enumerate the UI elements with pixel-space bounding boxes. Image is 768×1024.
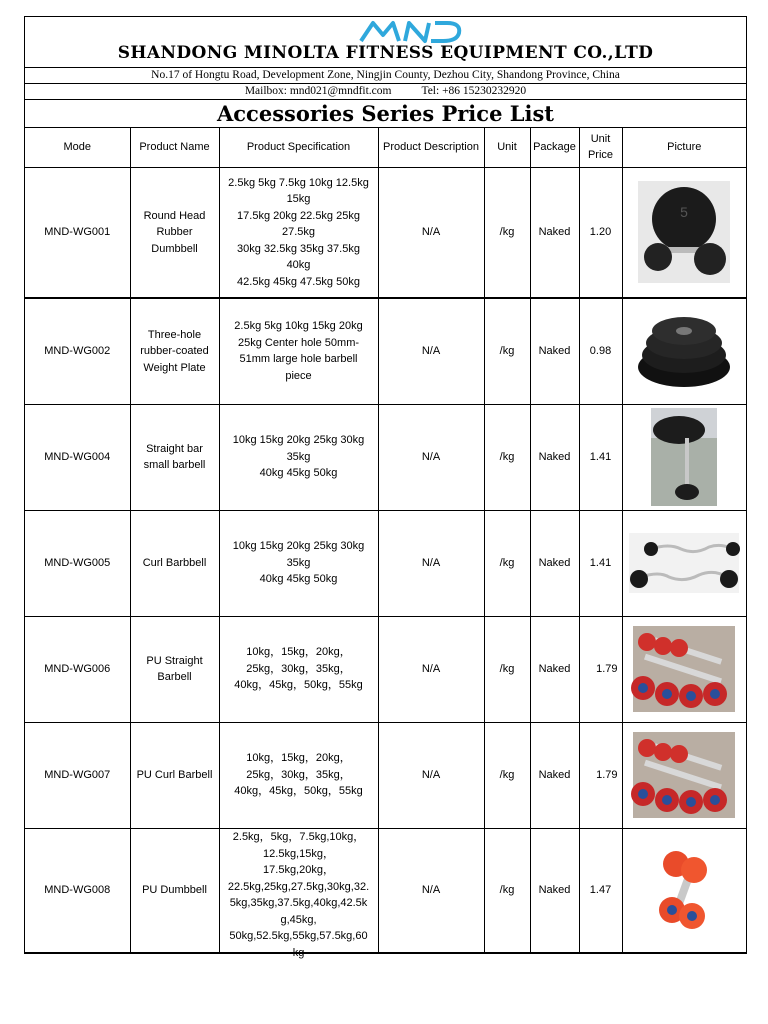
cell-mode: MND-WG007 (25, 722, 130, 828)
cell-desc: N/A (378, 828, 484, 952)
col-header-name: Product Name (130, 128, 219, 167)
cell-picture (622, 616, 746, 722)
cell-unit: /kg (484, 510, 530, 616)
cell-name: Curl Barbbell (130, 510, 219, 616)
cell-mode: MND-WG006 (25, 616, 130, 722)
col-header-package: Package (530, 128, 579, 167)
curl-barbell-photo (629, 533, 739, 593)
cell-unit: /kg (484, 404, 530, 510)
cell-package: Naked (530, 298, 579, 404)
cell-picture (622, 404, 746, 510)
mailbox-text: Mailbox: mnd021@mndfit.com (244, 85, 392, 97)
cell-package: Naked (530, 616, 579, 722)
pu-dumbbell-photo (654, 848, 714, 932)
cell-desc: N/A (378, 616, 484, 722)
table-row (25, 616, 746, 722)
cell-package: Naked (530, 510, 579, 616)
cell-spec: 2.5kg 5kg 7.5kg 10kg 12.5kg 15kg 17.5kg 20kg 22.5kg 25kg 27.5kg 30kg 32.5kg 35kg 37.5kg 40kg 42.5kg 45kg 47.5kg 50kg (219, 167, 378, 298)
table-row (25, 298, 746, 404)
cell-name: PU Curl Barbell (130, 722, 219, 828)
cell-name: Round Head Rubber Dumbbell (130, 167, 219, 298)
cell-price: 1.47 (579, 828, 622, 952)
cell-unit: /kg (484, 298, 530, 404)
cell-spec: 10kg 15kg 20kg 25kg 30kg 35kg 40kg 45kg 50kg (219, 404, 378, 510)
cell-mode: MND-WG002 (25, 298, 130, 404)
cell-picture (622, 510, 746, 616)
cell-desc: N/A (378, 167, 484, 298)
header-logo-row (25, 17, 746, 68)
table-row (25, 510, 746, 616)
pu-barbell-photo (633, 732, 735, 818)
table-row (25, 404, 746, 510)
cell-unit: /kg (484, 722, 530, 828)
cell-price: 1.41 (579, 404, 622, 510)
cell-package: Naked (530, 167, 579, 298)
cell-price: 1.79 (579, 722, 622, 828)
cell-mode: MND-WG005 (25, 510, 130, 616)
table-row (25, 722, 746, 828)
cell-unit: /kg (484, 828, 530, 952)
cell-price: 0.98 (579, 298, 622, 404)
cell-spec: 2.5kg，5kg，7.5kg,10kg， 12.5kg,15kg， 17.5kg,20kg， 22.5kg,25kg,27.5kg,30kg,32. 5kg,35kg,37.5kg,40kg,42.5k g,45kg, 50kg,52.5kg,55kg,57.5kg,60 kg (219, 828, 378, 952)
svg-text:5: 5 (680, 204, 689, 221)
table-row (25, 167, 746, 298)
straight-barbell-photo (651, 408, 717, 506)
col-header-price: Unit Price (579, 128, 622, 167)
price-list-sheet (24, 16, 747, 959)
cell-price: 1.20 (579, 167, 622, 298)
col-header-unit: Unit (484, 128, 530, 167)
col-header-mode: Mode (25, 128, 130, 167)
contact-line (25, 84, 746, 100)
cell-package: Naked (530, 722, 579, 828)
cell-picture (622, 298, 746, 404)
col-header-spec: Product Specification (219, 128, 378, 167)
cell-name: Straight bar small barbell (130, 404, 219, 510)
cell-mode: MND-WG004 (25, 404, 130, 510)
cell-price: 1.41 (579, 510, 622, 616)
cell-spec: 10kg 15kg 20kg 25kg 30kg 35kg 40kg 45kg 50kg (219, 510, 378, 616)
cell-name: Three-hole rubber-coated Weight Plate (130, 298, 219, 404)
cell-name: PU Straight Barbell (130, 616, 219, 722)
company-address: No.17 of Hongtu Road, Development Zone, Ningjin County, Dezhou City, Shandong Province, China (25, 68, 746, 84)
cell-picture (622, 722, 746, 828)
cell-mode: MND-WG001 (25, 167, 130, 298)
cell-desc: N/A (378, 404, 484, 510)
mnd-logo-icon (357, 19, 465, 45)
cell-desc: N/A (378, 298, 484, 404)
col-header-desc: Product Description (378, 128, 484, 167)
weight-plate-stack-photo (636, 309, 732, 393)
cell-unit: /kg (484, 167, 530, 298)
cell-picture (622, 828, 746, 952)
cell-price: 1.79 (579, 616, 622, 722)
cell-unit: /kg (484, 616, 530, 722)
page-title: Accessories Series Price List (25, 100, 746, 128)
cell-spec: 10kg，15kg，20kg， 25kg，30kg，35kg， 40kg，45kg，50kg，55kg (219, 722, 378, 828)
cell-desc: N/A (378, 722, 484, 828)
pu-barbell-photo (633, 626, 735, 712)
cell-package: Naked (530, 404, 579, 510)
telephone-text: Tel: +86 15230232920 (421, 85, 527, 97)
table-row (25, 828, 746, 952)
col-header-picture: Picture (622, 128, 746, 167)
cell-package: Naked (530, 828, 579, 952)
round-rubber-dumbbell-photo (638, 181, 730, 283)
company-name: SHANDONG MINOLTA FITNESS EQUIPMENT CO.,LTD (117, 43, 654, 63)
table-header-row (25, 128, 746, 167)
cell-picture (622, 167, 746, 298)
cell-mode: MND-WG008 (25, 828, 130, 952)
cell-spec: 2.5kg 5kg 10kg 15kg 20kg 25kg Center hole 50mm- 51mm large hole barbell piece (219, 298, 378, 404)
cell-name: PU Dumbbell (130, 828, 219, 952)
cell-spec: 10kg，15kg，20kg， 25kg，30kg，35kg， 40kg，45kg，50kg，55kg (219, 616, 378, 722)
cell-desc: N/A (378, 510, 484, 616)
price-table (25, 128, 746, 959)
